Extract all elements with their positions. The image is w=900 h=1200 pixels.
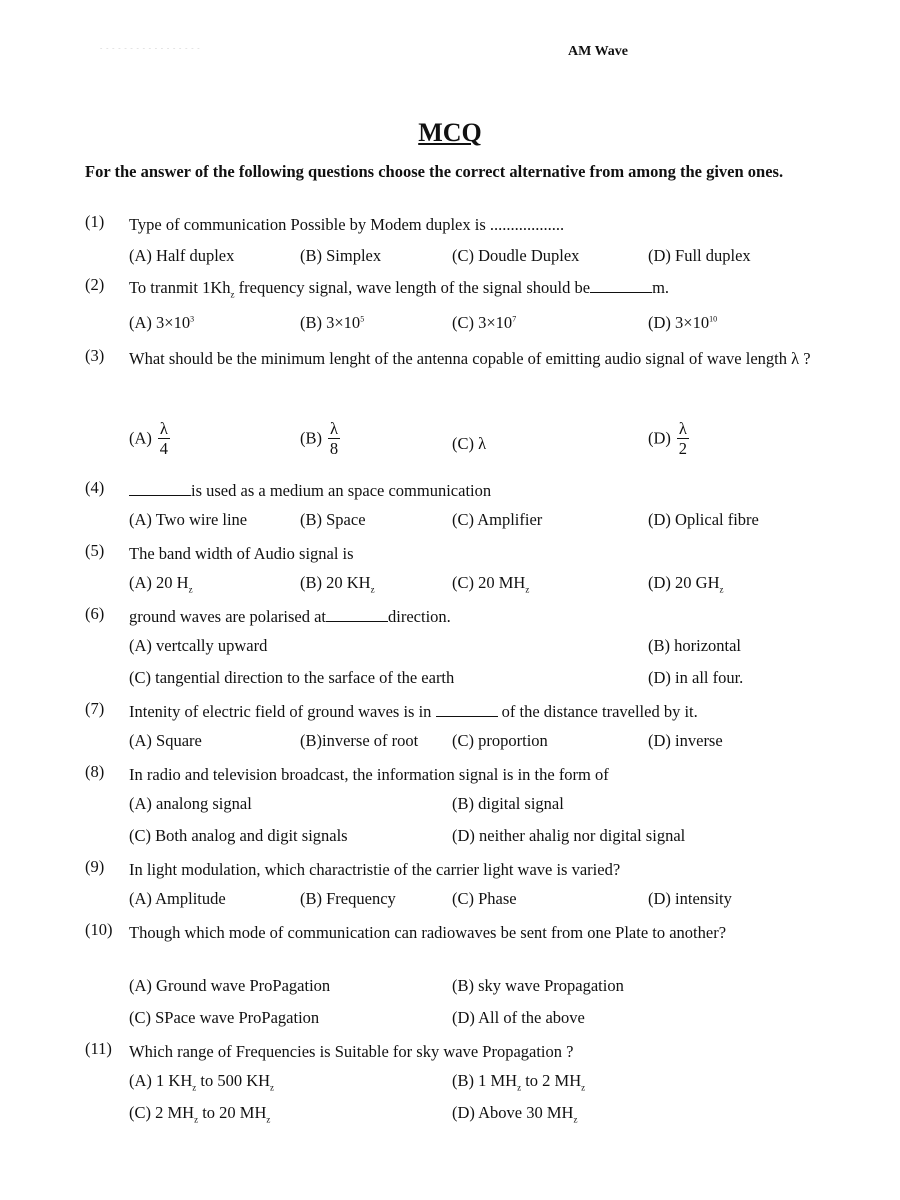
option-b: (B) 20 $KH_z$ [300,573,375,595]
option-c: (C) proportion [452,731,548,750]
option-b: (B) Frequency [300,889,396,908]
question-number: (9) [85,857,105,876]
option-b: (B) digital signal [452,794,564,813]
question-number: (6) [85,604,105,623]
option-b: (B) sky wave Propagation [452,976,624,995]
answer-blank [129,495,191,496]
option-a: (A) analong signal [129,794,252,813]
option-a: (A) Half duplex [129,246,235,265]
question-number: (2) [85,275,105,294]
question-number: (1) [85,212,105,231]
faint-header-marks: - - - - - - - - - - - - - - - - - [100,44,201,52]
option-c: (C) Phase [452,889,517,908]
question-text: In light modulation, which charactristie of the carrier light wave is varied? [129,860,621,879]
option-d: (D) Full duplex [648,246,751,265]
answer-blank [436,716,498,717]
question-text: is used as a medium an space communication [129,478,831,503]
option-d: (D) inverse [648,731,723,750]
option-a: (A) $3\times 10^3$ [129,313,195,332]
question-number: (4) [85,478,105,497]
option-a: (A) Two wire line [129,510,248,529]
instructions: For the answer of the following questions choose the correct alternative from among the given ones. [85,162,784,181]
option-a: (A) vertcally upward [129,636,268,655]
option-a: (A) $\frac{\lambda}{4}$ [129,419,169,458]
question-text: What should be the minimum lenght of the antenna copable of emitting audio signal of wave length λ ? [129,349,811,368]
answer-blank [326,621,388,622]
option-a: (A) 20 $H_z$ [129,573,193,595]
option-c: (C) 20 $MH_z$ [452,573,530,595]
question-text: Though which mode of communication can radiowaves be sent from one Plate to another? [129,923,727,942]
question-text: In radio and television broadcast, the information signal is in the form of [129,765,609,784]
answer-blank [590,292,652,293]
question-text: Which range of Frequencies is Suitable for sky wave Propagation ? [129,1042,574,1061]
question-number: (10) [85,920,113,939]
option-c: (C) $3\times 10^7$ [452,313,517,332]
option-c: (C) 2 $MH_z$ to 20 $MH_z$ [129,1103,271,1125]
option-c: (C) tangential direction to the sarface of the earth [129,668,455,687]
option-c: (C) SPace wave ProPagation [129,1008,320,1027]
question-number: (8) [85,762,105,781]
option-c: (C) Doudle Duplex [452,246,580,265]
option-a: (A) Square [129,731,202,750]
option-b: (B) horizontal [648,636,742,655]
question-number: (11) [85,1039,112,1058]
page-title: MCQ [418,118,482,147]
option-d: (D) All of the above [452,1008,585,1027]
option-d: (D) neither ahalig nor digital signal [452,826,686,845]
option-c: (C) λ [452,434,487,453]
option-a: (A) Ground wave ProPagation [129,976,331,995]
question-text: The band width of Audio signal is [129,544,354,563]
option-a: (A) 1 $KH_z$ to 500 $KH_z$ [129,1071,275,1093]
question-number: (5) [85,541,105,560]
option-c: (C) Both analog and digit signals [129,826,348,845]
option-b: (B)inverse of root [300,731,419,750]
option-b: (B) Simplex [300,246,382,265]
option-a: (A) Amplitude [129,889,226,908]
option-d: (D) intensity [648,889,732,908]
option-b: (B) Space [300,510,366,529]
question-text: Intenity of electric field of ground waves is in of the distance travelled by it. [129,702,698,721]
question-text: Type of communication Possible by Modem duplex is .................. [129,215,565,234]
option-d: (D) $3\times 10^{10}$ [648,313,718,332]
question-text: ground waves are polarised at direction. [129,607,451,626]
question-text: To tranmit $1Kh_z$ frequency signal, wave length of the signal should be m. [129,278,670,300]
option-d: (D) 20 $GH_z$ [648,573,724,595]
option-d: (D) Above 30 $MH_z$ [452,1103,578,1125]
question-number: (7) [85,699,105,718]
option-d: (D) in all four. [648,668,744,687]
option-b: (B) $\frac{\lambda}{8}$ [300,419,339,458]
option-d: (D) $\frac{\lambda}{2}$ [648,419,688,458]
running-header: AM Wave [568,44,629,59]
option-b: (B) 1 $MH_z$ to 2 $MH_z$ [452,1071,586,1093]
question-number: (3) [85,346,105,365]
option-b: (B) $3\times 10^5$ [300,313,365,332]
option-d: (D) Oplical fibre [648,510,759,529]
option-c: (C) Amplifier [452,510,543,529]
